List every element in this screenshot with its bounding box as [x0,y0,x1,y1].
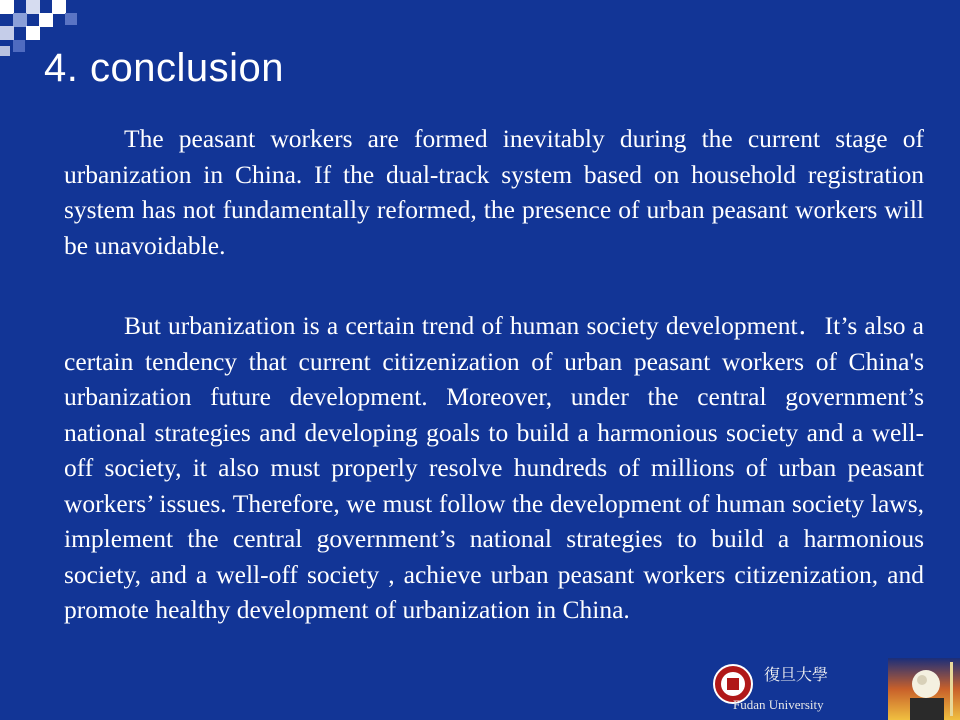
slide-title: 4. conclusion [44,46,284,90]
university-name: Fudan University [733,697,824,712]
paragraph-2: But urbanization is a certain trend of human society development．It’s also a certain tendency that current citizenization of urban peasant workers of China's urbanization future development. Moreover, under the central government’s national strategies and developing goals to build a harmonious society and a well-off society, it also must properly resolve hundreds of millions of urban peasant workers’ issues. Therefore, we must follow the development of human society laws, implement the central government’s national strategies to build a harmonious society, and a well-off society , achieve urban peasant workers citizenization, and promote healthy development of urbanization in China. [64,311,924,624]
chinese-name-text: 復旦大學 [764,665,829,684]
paragraph-1: The peasant workers are formed inevitably during the current stage of urbanization in China. If the dual-track system based on household registration system has not fundamentally reformed, the presence of urban peasant workers will be unavoidable. [64,124,924,260]
fudan-university-logo [690,658,960,720]
